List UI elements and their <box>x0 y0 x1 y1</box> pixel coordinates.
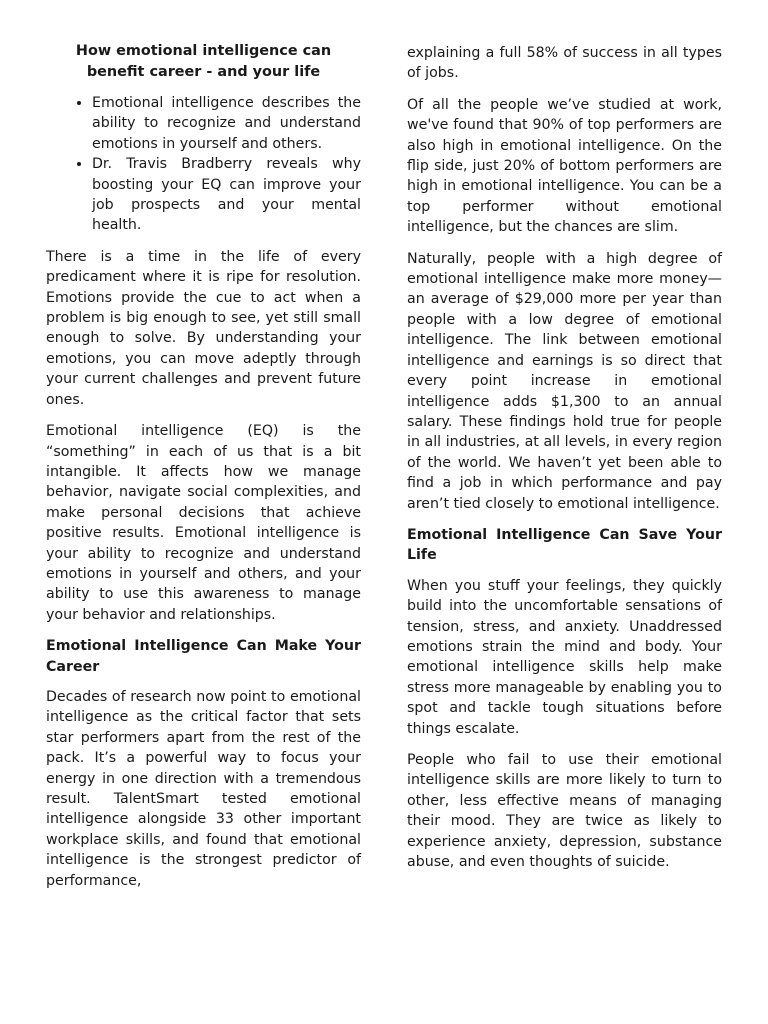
bullet-item: • Emotional intelligence describes the ability to recognize and understand emotions in yourself and others. <box>92 93 361 154</box>
body-paragraph: People who fail to use their emotional intelligence skills are more likely to turn to other, less effective means of managing their mood. They are twice as likely to experience anxiety, depression, substance abuse, and even thoughts of suicide. <box>407 752 722 871</box>
body-paragraph: Of all the people we’ve studied at work, we've found that 90% of top performers are also high in emotional intelligence. On the flip side, just 20% of bottom performers are high in emotional intelligence. You can be a top performer without emotional intelligence, but the chances are slim. <box>407 96 722 236</box>
article-title: How emotional intelligence can benefit career - and your life <box>75 43 332 80</box>
summary-bullet-list <box>46 93 361 236</box>
bullet-item: • Dr. Travis Bradberry reveals why boosting your EQ can improve your job prospects and your mental health. <box>92 154 361 236</box>
left-column <box>46 41 361 902</box>
section-heading-life: Emotional Intelligence Can Save Your Life <box>407 526 722 564</box>
section-heading-career: Emotional Intelligence Can Make Your Career <box>46 638 361 675</box>
body-paragraph: When you stuff your feelings, they quickly build into the uncomfortable sensations of tension, stress, and anxiety. Unaddressed emotions strain the mind and body. Your emotional intelligence skills help make stress more manageable by enabling you to spot and tackle tough situations before things escalate. <box>407 577 722 737</box>
body-paragraph: Emotional intelligence (EQ) is the “something” in each of us that is a bit intangible. It affects how we manage behavior, navigate social complexities, and make personal decisions that achieve positive results. Emotional intelligence is your ability to recognize and understand emotions in yourself and others, and your ability to use this awareness to manage your behavior and relationships. <box>46 423 361 623</box>
body-paragraph: Naturally, people with a high degree of emotional intelligence make more money—an average of $29,000 more per year than people with a low degree of emotional intelligence. The link between emotional intelligence and earnings is so direct that every point increase in emotional intelligence adds $1,300 to an annual salary. These findings hold true for people in all industries, at all levels, in every region of the world. We haven’t yet been able to find a job in which performance and pay aren’t tied closely to emotional intelligence. <box>407 250 722 512</box>
body-paragraph: Decades of research now point to emotional intelligence as the critical factor that sets star performers apart from the rest of the pack. It’s a powerful way to focus your energy in one direction with a tremendous result. TalentSmart tested emotional intelligence alongside 33 other important workplace skills, and found that emotional intelligence is the strongest predictor of performance, <box>46 688 361 889</box>
body-paragraph: explaining a full 58% of success in all types of jobs. <box>407 45 722 82</box>
body-paragraph: There is a time in the life of every predicament where it is ripe for resolution. Emotions provide the cue to act when a problem is big enough to see, yet still small enough to solve. By understanding your emotions, you can move adeptly through your current challenges and prevent future ones. <box>46 248 361 408</box>
right-column <box>407 43 722 883</box>
